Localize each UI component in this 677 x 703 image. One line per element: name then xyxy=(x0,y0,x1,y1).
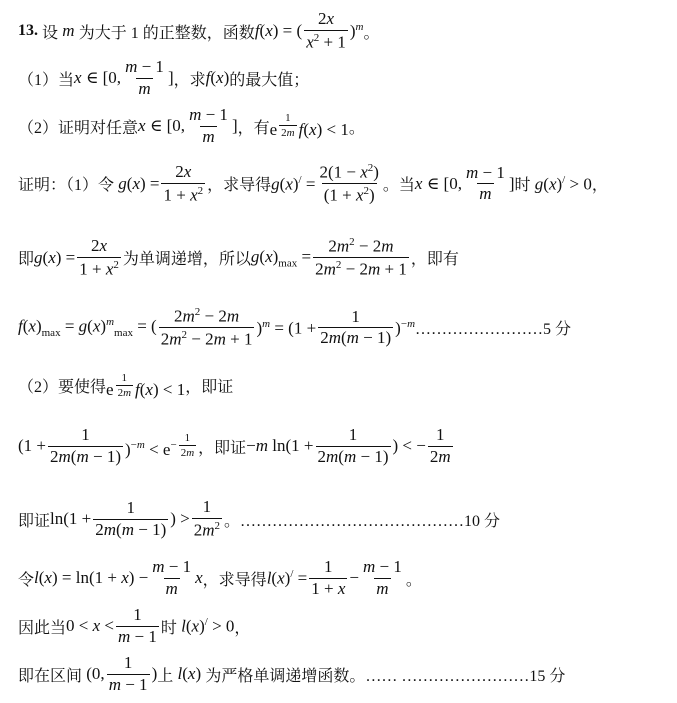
proof-line-2: 即 g(x) = $\frac{2x}{1 + x^2}$ 为单调递增，所以 $g(x)_{max}$ = $\frac{2m^2 - 2m}{2m^2 - 2m + 1}$ ，即有 xyxy=(18,235,459,279)
score-15: …… ……………………15 分 xyxy=(365,667,566,685)
proof-line-1: 证明：（1）令 g(x) = $\frac{2x}{1 + x^2}$ ，求导得 g(x)/ = $\frac{2(1 - x^2)}{(1 + x^2)}$ 。当 x ∈ [0, $\frac{m - 1}{m}$ ] 时 g(x)/ > 0 ， xyxy=(18,161,608,205)
proof-line-9: 即在区间 (0, $\frac{1}{m - 1}$ ) 上 l(x) 为严格单调递增函数。 …… ……………………15 分 xyxy=(18,653,566,694)
question-2: （2）证明对任意 x ∈ [0, $\frac{m - 1}{m}$ ] ，有 e $^{\frac{1}{2m}}$ f(x) < 1 。 xyxy=(18,105,365,146)
proof-line-7: 令 l(x) = ln(1 + x) − $\frac{m - 1}{m}$ x ，求导得 l(x)/ = $\frac{1}{1 + x}$ − $\frac{m - 1}{m}$ 。 xyxy=(18,557,422,598)
proof-line-6: 即证 ln(1 + $\frac{1}{2m(m - 1)}$ ) > $\frac{1}{2m^2}$ 。……………………………………10 分 xyxy=(18,497,501,540)
proof-line-3: $f(x)_{max} = g(x)^m_{max}$ = ( $\frac{2m^2 - 2m}{2m^2 - 2m + 1}$ )$^m$ = (1 + $\frac{1}{2m(m - 1)}$ )$^{-m}$ ……………………5 分 xyxy=(18,306,572,349)
score-10: 。……………………………………10 分 xyxy=(224,512,501,530)
proof-line-5: (1 + $\frac{1}{2m(m - 1)}$ )$^{-m} < e^{- \frac{1}{2m}}$ ，即证 −m ln(1 + $\frac{1}{2m(m - 1)}$ ) < − $\frac{1}{2m}$ xyxy=(18,425,451,466)
problem-number: 13. xyxy=(18,22,38,40)
proof-line-8: 因此当 0 < x < $\frac{1}{m - 1}$ 时 l(x)/ > 0 ， xyxy=(18,605,251,646)
problem-stem: 13. 设 m 为大于 1 的正整数，函数 f(x) = ( $\frac{2x}{x^2 + 1}$ )$^m$ 。 xyxy=(18,9,380,52)
score-5: ……………………5 分 xyxy=(415,321,572,339)
fraction: $\frac{2x}{x^2 + 1}$ xyxy=(306,9,346,52)
question-1: （1）当 x ∈ [0, $\frac{m - 1}{m}$ ] ，求 f(x) 的最大值； xyxy=(18,57,310,98)
proof-line-4: （2）要使得 e $^{\frac{1}{2m}}$ f(x) < 1 ，即证 xyxy=(18,372,234,400)
